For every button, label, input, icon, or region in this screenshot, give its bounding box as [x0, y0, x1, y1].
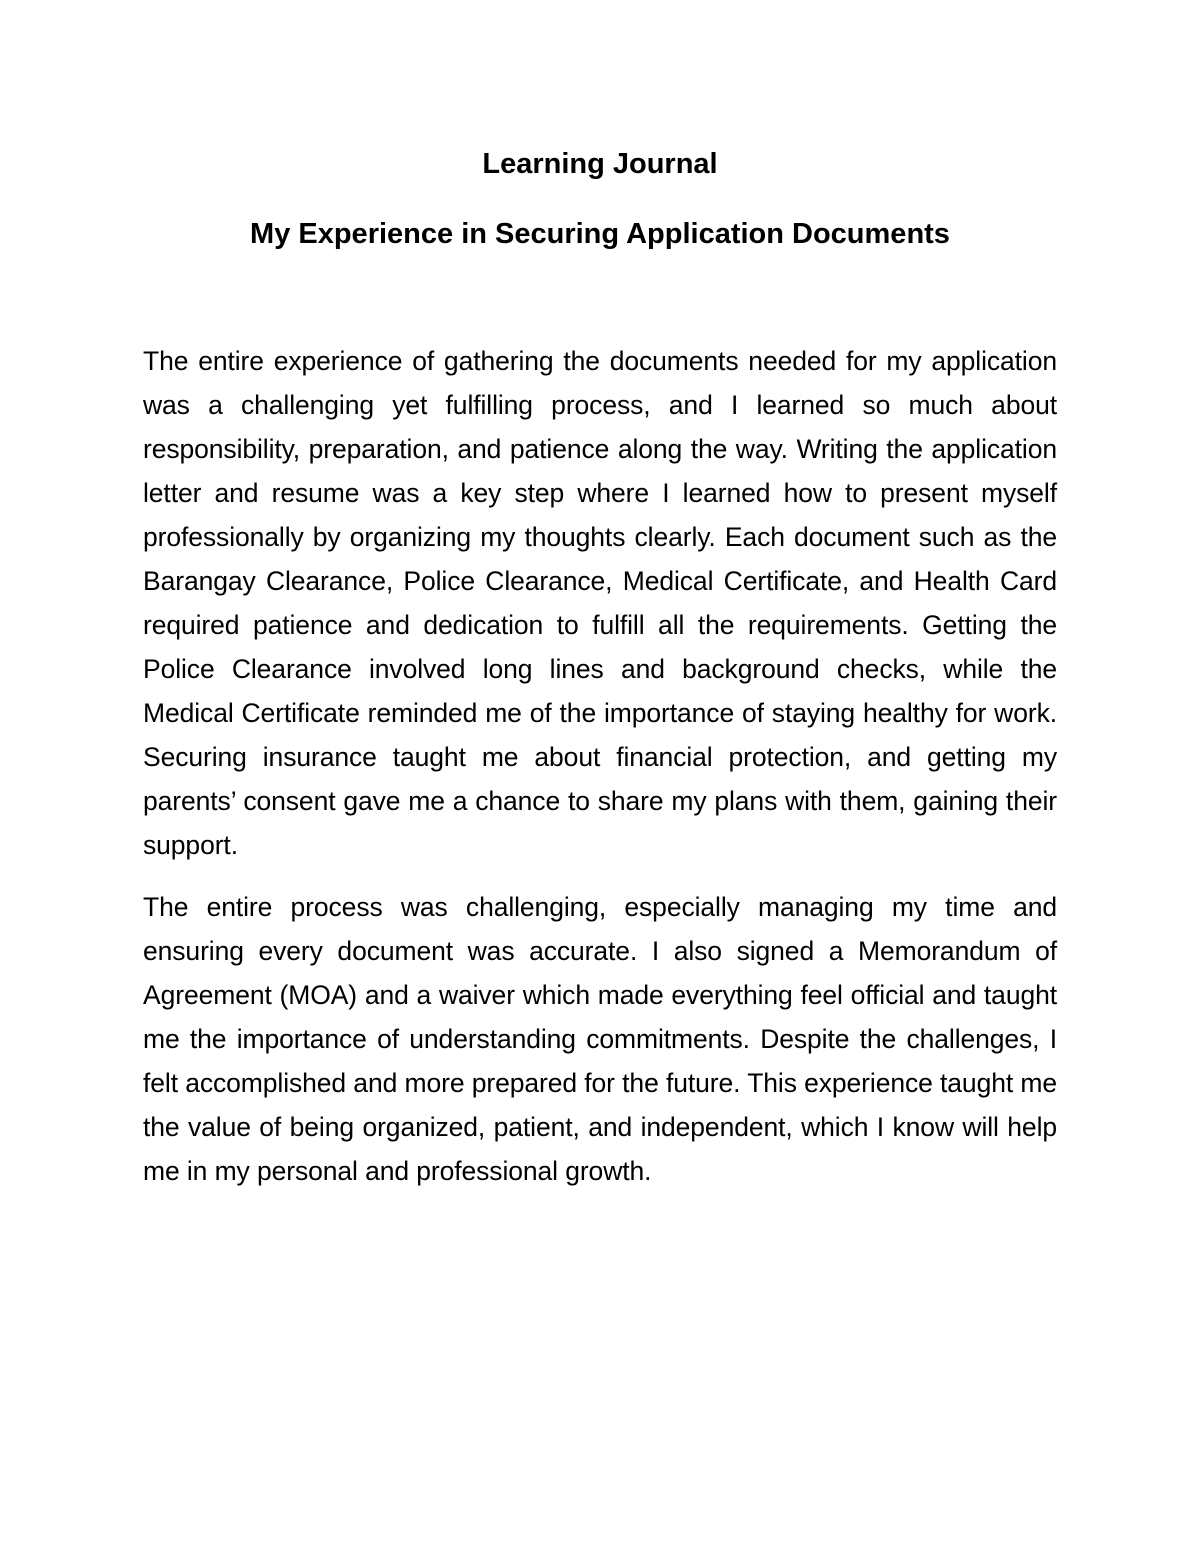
document-title: Learning Journal: [482, 148, 718, 180]
paragraph-2: The entire process was challenging, especially managing my time and ensuring every document was accurate. I also signed a Memorandum of Agreement (MOA) and a waiver which made everything feel official and taught me the importance of understanding commitments. Despite the challenges, I felt accomplished and more prepared for the future. This experience taught me the value of being organized, patient, and independent, which I know will help me in my personal and professional growth.: [143, 892, 1057, 1186]
paragraph-1: The entire experience of gathering the documents needed for my application was a challenging yet fulfilling process, and I learned so much about responsibility, preparation, and patience along the way. Writing the application letter and resume was a key step where I learned how to present myself professionally by organizing my thoughts clearly. Each document such as the Barangay Clearance, Police Clearance, Medical Certificate, and Health Card required patience and dedication to fulfill all the requirements. Getting the Police Clearance involved long lines and background checks, while the Medical Certificate reminded me of the importance of staying healthy for work. Securing insurance taught me about financial protection, and getting my parents’ consent gave me a chance to share my plans with them, gaining their support.: [143, 346, 1057, 860]
document-subtitle: My Experience in Securing Application Documents: [250, 218, 950, 250]
document-body: [143, 339, 1057, 1193]
